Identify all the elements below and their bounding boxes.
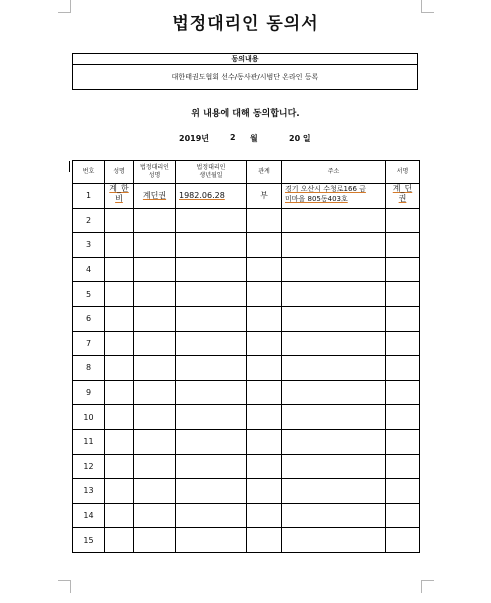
cell-relation[interactable] xyxy=(247,306,282,331)
cell-signature[interactable] xyxy=(386,306,420,331)
row-number-text: 11 xyxy=(83,437,94,447)
cell-name[interactable] xyxy=(105,233,134,258)
cell-name-text: 계_한 비 xyxy=(109,184,129,203)
row-number[interactable] xyxy=(73,528,105,553)
cell-relation[interactable] xyxy=(247,380,282,405)
cell-signature[interactable] xyxy=(386,405,420,430)
cell-signature-text: 계_딘 권 xyxy=(392,184,413,203)
table-row xyxy=(73,380,420,405)
cell-name[interactable] xyxy=(105,184,134,209)
row-number[interactable] xyxy=(73,208,105,233)
cell-guardian-birthdate[interactable] xyxy=(176,208,247,233)
row-number-text: 6 xyxy=(85,314,92,324)
cell-name[interactable] xyxy=(105,454,134,479)
cell-address[interactable] xyxy=(282,405,386,430)
cell-guardian-birthdate[interactable] xyxy=(176,282,247,307)
row-number-text: 3 xyxy=(85,240,92,250)
row-number[interactable] xyxy=(73,233,105,258)
table-row xyxy=(73,306,420,331)
table-row xyxy=(73,282,420,307)
cell-guardian-birthdate[interactable] xyxy=(176,257,247,282)
cell-name[interactable] xyxy=(105,282,134,307)
table-row xyxy=(73,356,420,381)
cell-relation[interactable] xyxy=(247,208,282,233)
table-row xyxy=(73,503,420,528)
cell-guardian-name[interactable] xyxy=(134,405,176,430)
cell-signature[interactable] xyxy=(386,331,420,356)
table-row xyxy=(73,208,420,233)
cell-guardian-birthdate[interactable] xyxy=(176,380,247,405)
agreement-statement: 위 내용에 대해 동의합니다. xyxy=(191,109,300,119)
cell-relation[interactable] xyxy=(247,454,282,479)
cell-address-text: 경기 오산시 수청로166 금 미마을 805동403호 xyxy=(285,185,366,203)
cell-signature[interactable] xyxy=(386,208,420,233)
row-number-text: 4 xyxy=(85,265,92,275)
table-row xyxy=(73,331,420,356)
cell-name[interactable] xyxy=(105,405,134,430)
row-number[interactable] xyxy=(73,282,105,307)
cell-guardian-name[interactable] xyxy=(134,528,176,553)
cell-relation[interactable] xyxy=(247,528,282,553)
cell-relation[interactable] xyxy=(247,405,282,430)
row-number[interactable] xyxy=(73,479,105,504)
cell-signature[interactable] xyxy=(386,257,420,282)
row-number-text: 2 xyxy=(85,215,92,225)
cell-signature[interactable] xyxy=(386,282,420,307)
guardian-table xyxy=(72,160,420,553)
cell-guardian-name[interactable] xyxy=(134,503,176,528)
date-day: 20 일 xyxy=(289,134,311,143)
cell-address[interactable] xyxy=(282,380,386,405)
row-number-text: 13 xyxy=(83,486,94,496)
row-number[interactable] xyxy=(73,503,105,528)
cell-relation[interactable] xyxy=(247,479,282,504)
row-number[interactable] xyxy=(73,257,105,282)
cell-address[interactable] xyxy=(282,257,386,282)
table-row xyxy=(73,184,420,209)
row-number-text: 5 xyxy=(85,289,92,299)
row-number[interactable] xyxy=(73,380,105,405)
row-number-text: 12 xyxy=(83,461,94,471)
cell-guardian-name[interactable] xyxy=(134,306,176,331)
table-row xyxy=(73,429,420,454)
cell-relation[interactable] xyxy=(247,356,282,381)
cell-address[interactable] xyxy=(282,429,386,454)
cell-relation[interactable] xyxy=(247,184,282,209)
cell-signature[interactable] xyxy=(386,429,420,454)
cell-guardian-name[interactable] xyxy=(134,356,176,381)
cell-address[interactable] xyxy=(282,208,386,233)
cell-address[interactable] xyxy=(282,528,386,553)
cell-address[interactable] xyxy=(282,331,386,356)
table-row xyxy=(73,233,420,258)
cell-name[interactable] xyxy=(105,380,134,405)
table-header-row xyxy=(73,161,420,184)
cell-name[interactable] xyxy=(105,356,134,381)
cell-name[interactable] xyxy=(105,257,134,282)
cell-guardian-birthdate[interactable] xyxy=(176,503,247,528)
row-number-text: 10 xyxy=(83,412,94,422)
table-row xyxy=(73,257,420,282)
cell-relation-text: 부 xyxy=(260,191,268,201)
header-name: 성명 xyxy=(105,161,134,184)
consent-content: 대한태권도협회 선수/동사관/시범단 온라인 등록 xyxy=(73,65,418,90)
date-month-unit: 월 xyxy=(250,134,258,143)
cell-name[interactable] xyxy=(105,331,134,356)
cell-guardian-name[interactable] xyxy=(134,479,176,504)
row-number[interactable] xyxy=(73,184,105,209)
cell-guardian-name[interactable] xyxy=(134,257,176,282)
cell-name[interactable] xyxy=(105,479,134,504)
row-number[interactable] xyxy=(73,429,105,454)
cell-relation[interactable] xyxy=(247,429,282,454)
consent-header: 동의내용 xyxy=(73,54,418,65)
row-number[interactable] xyxy=(73,405,105,430)
cell-relation[interactable] xyxy=(247,282,282,307)
cell-guardian-birthdate[interactable] xyxy=(176,233,247,258)
cell-address[interactable] xyxy=(282,454,386,479)
cell-guardian-birthdate[interactable] xyxy=(176,528,247,553)
cell-guardian-birthdate[interactable] xyxy=(176,454,247,479)
cell-guardian-name[interactable] xyxy=(134,208,176,233)
cell-address[interactable] xyxy=(282,184,386,209)
consent-box xyxy=(72,53,418,90)
cell-relation[interactable] xyxy=(247,331,282,356)
row-number[interactable] xyxy=(73,356,105,381)
cell-guardian-name[interactable] xyxy=(134,380,176,405)
cell-guardian-birthdate[interactable] xyxy=(176,331,247,356)
row-number-text: 7 xyxy=(85,338,92,348)
cell-guardian-birthdate[interactable] xyxy=(176,184,247,209)
cell-address[interactable] xyxy=(282,479,386,504)
header-address: 주소 xyxy=(282,161,386,184)
cell-signature[interactable] xyxy=(386,184,420,209)
cell-address[interactable] xyxy=(282,503,386,528)
cell-guardian-name-text: 계딘권 xyxy=(142,191,167,201)
crop-mark-bottom-left xyxy=(58,580,71,593)
cell-relation[interactable] xyxy=(247,503,282,528)
cell-address[interactable] xyxy=(282,233,386,258)
cell-signature[interactable] xyxy=(386,479,420,504)
cell-signature[interactable] xyxy=(386,503,420,528)
cell-guardian-name[interactable] xyxy=(134,331,176,356)
cell-signature[interactable] xyxy=(386,356,420,381)
row-number-text: 1 xyxy=(85,191,92,201)
cell-guardian-name[interactable] xyxy=(134,454,176,479)
header-signature: 서명 xyxy=(386,161,420,184)
table-row xyxy=(73,479,420,504)
cell-guardian-birthdate[interactable] xyxy=(176,306,247,331)
document-title: 법정대리인 동의서 xyxy=(172,14,319,34)
cell-guardian-name[interactable] xyxy=(134,184,176,209)
cell-relation[interactable] xyxy=(247,257,282,282)
crop-mark-bottom-right xyxy=(421,580,434,593)
row-number[interactable] xyxy=(73,331,105,356)
cell-name[interactable] xyxy=(105,503,134,528)
cell-address[interactable] xyxy=(282,282,386,307)
text-cursor xyxy=(69,161,70,172)
cell-guardian-birthdate[interactable] xyxy=(176,479,247,504)
cell-guardian-birthdate[interactable] xyxy=(176,405,247,430)
cell-guardian-birthdate[interactable] xyxy=(176,356,247,381)
date-month: 2 xyxy=(230,133,236,142)
cell-address[interactable] xyxy=(282,306,386,331)
cell-guardian-name[interactable] xyxy=(134,429,176,454)
cell-signature[interactable] xyxy=(386,380,420,405)
row-number-text: 14 xyxy=(83,511,94,521)
row-number-text: 8 xyxy=(85,363,92,373)
header-relation: 관계 xyxy=(247,161,282,184)
cell-guardian-birthdate-text: 1982.06.28 xyxy=(179,191,225,201)
cell-name[interactable] xyxy=(105,528,134,553)
cell-guardian-name[interactable] xyxy=(134,282,176,307)
header-guardian-birthdate: 법정대리인 생년월일 xyxy=(176,161,247,184)
table-row xyxy=(73,454,420,479)
cell-name[interactable] xyxy=(105,306,134,331)
cell-signature[interactable] xyxy=(386,528,420,553)
cell-signature[interactable] xyxy=(386,454,420,479)
cell-guardian-name[interactable] xyxy=(134,233,176,258)
cell-name[interactable] xyxy=(105,208,134,233)
row-number[interactable] xyxy=(73,306,105,331)
table-row xyxy=(73,405,420,430)
cell-signature[interactable] xyxy=(386,233,420,258)
row-number[interactable] xyxy=(73,454,105,479)
cell-guardian-birthdate[interactable] xyxy=(176,429,247,454)
row-number-text: 15 xyxy=(83,535,94,545)
row-number-text: 9 xyxy=(85,388,92,398)
cell-name[interactable] xyxy=(105,429,134,454)
table-row xyxy=(73,528,420,553)
header-number: 번호 xyxy=(73,161,105,184)
cell-relation[interactable] xyxy=(247,233,282,258)
cell-address[interactable] xyxy=(282,356,386,381)
header-guardian-name: 법정대리인 성명 xyxy=(134,161,176,184)
date-year: 2019년 xyxy=(179,134,209,143)
